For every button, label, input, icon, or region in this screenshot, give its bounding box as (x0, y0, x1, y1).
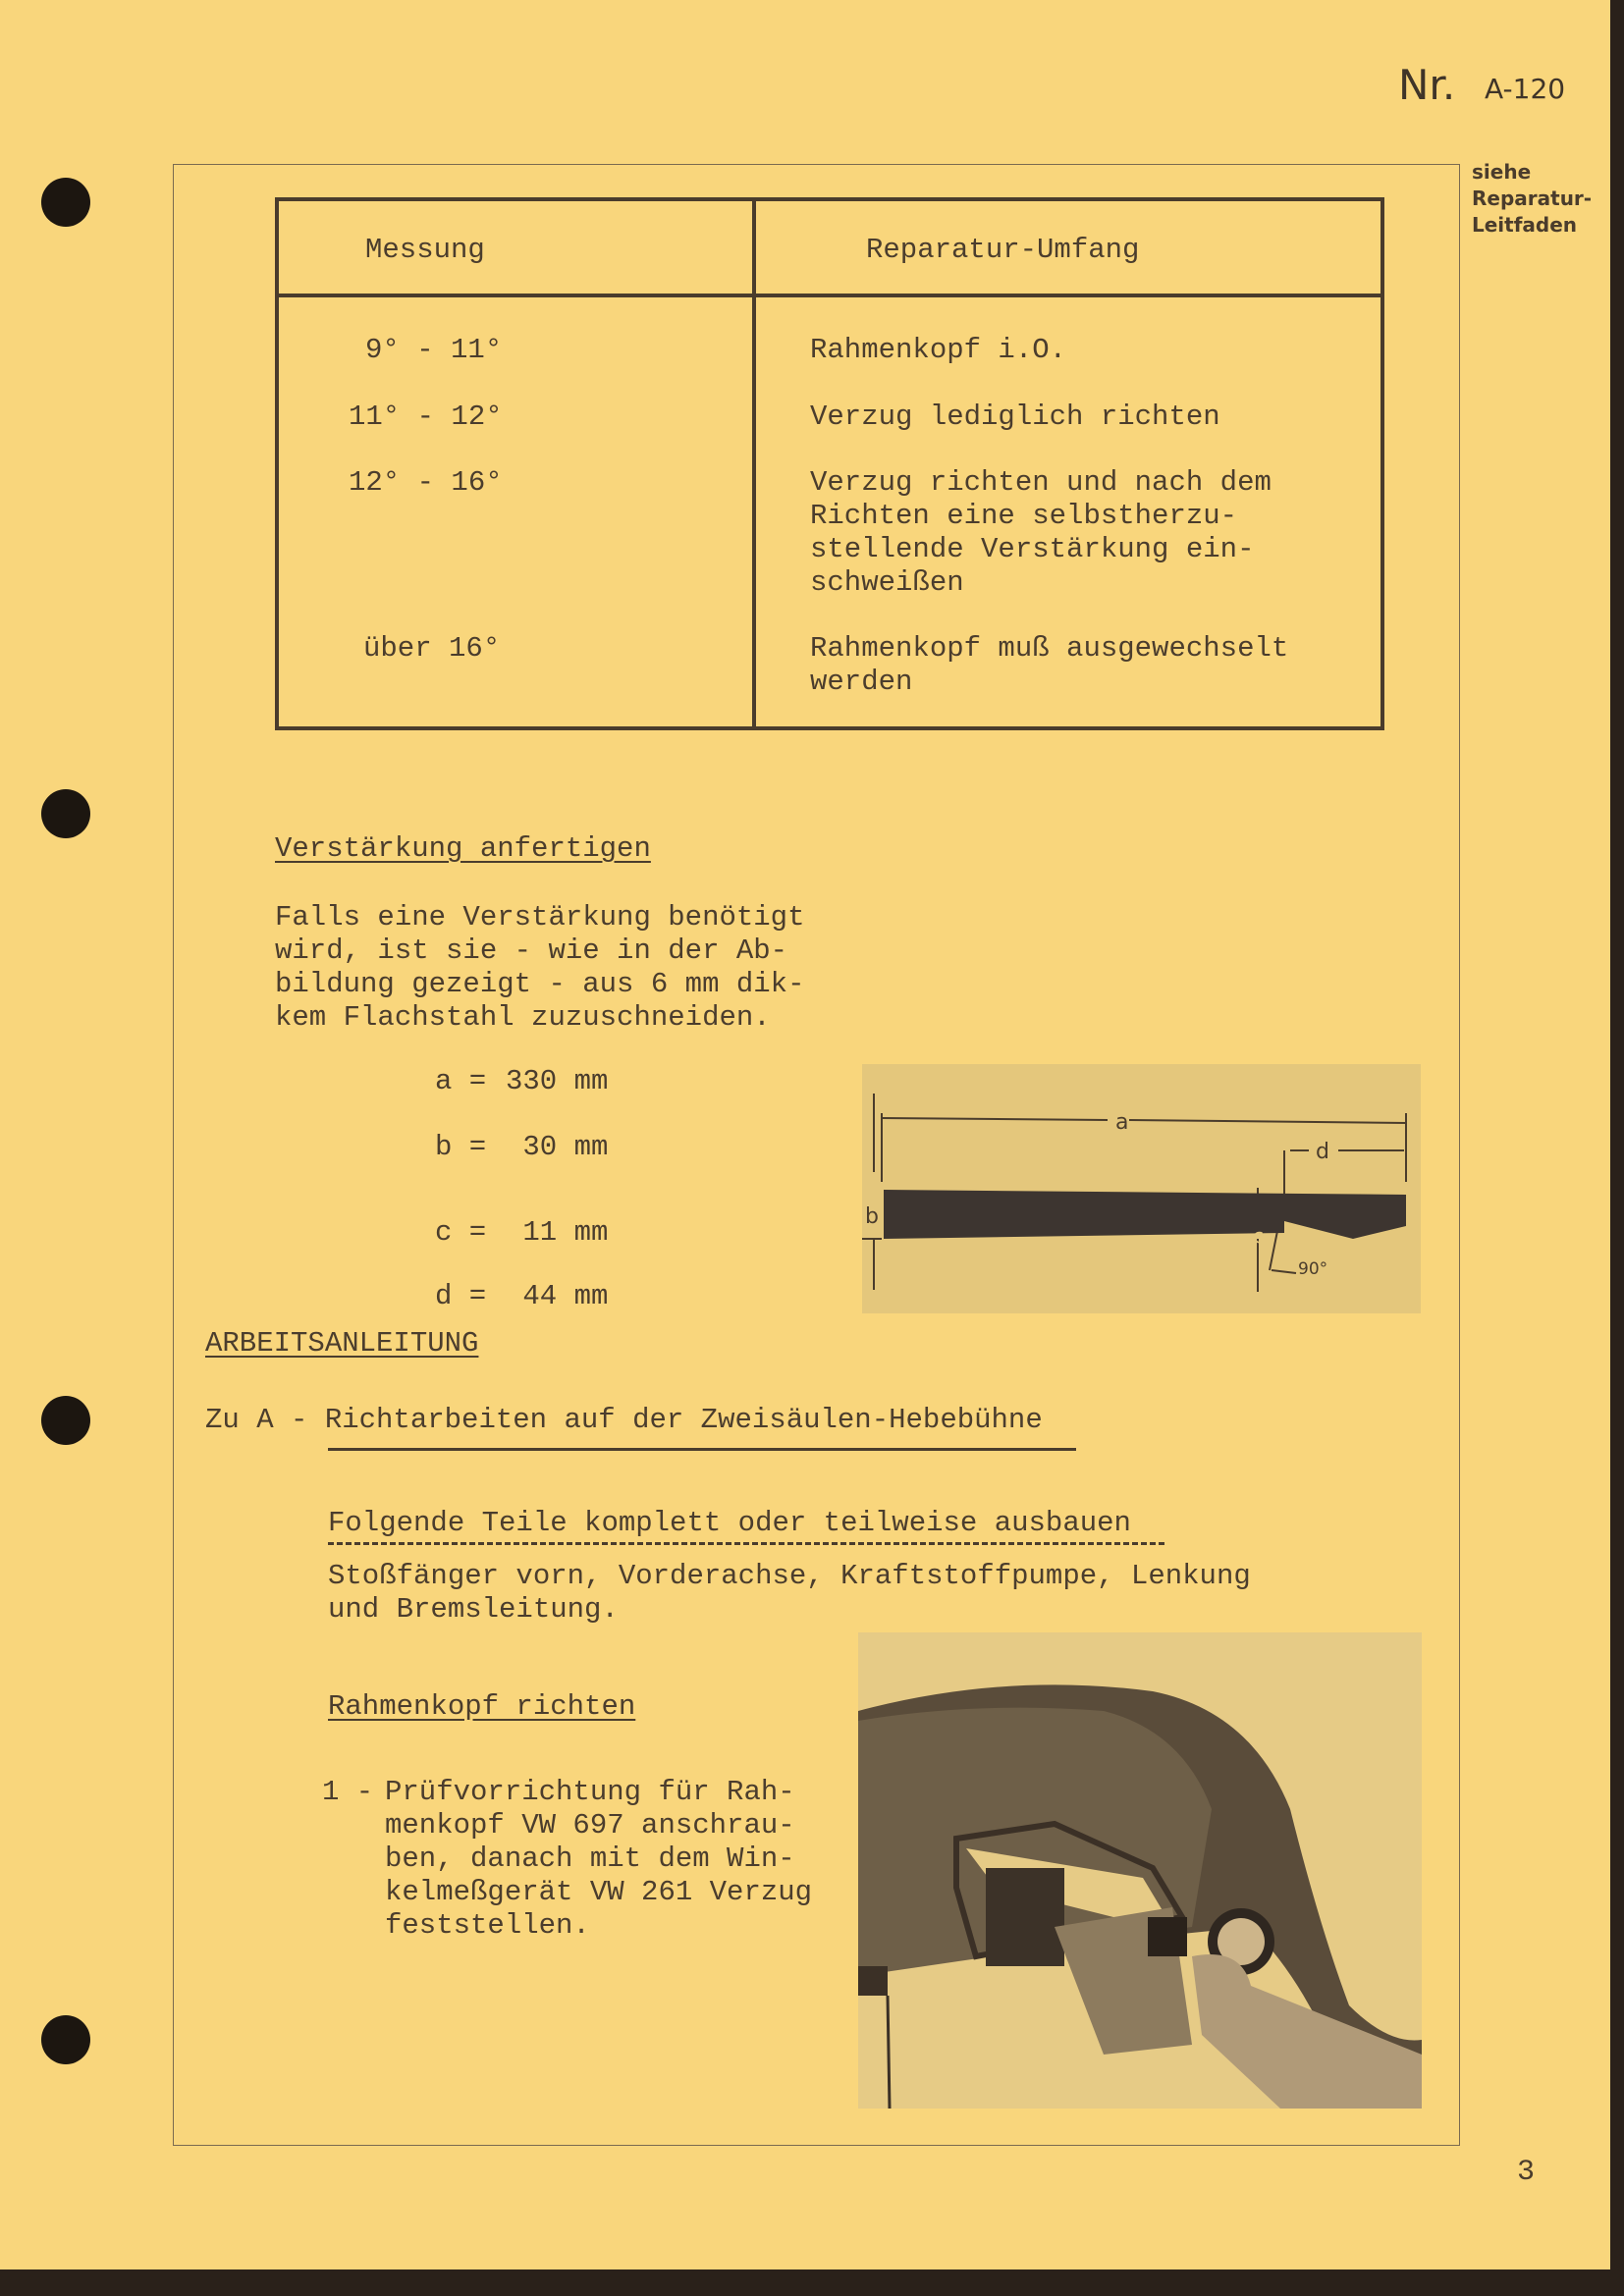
scan-edge-right (1610, 0, 1624, 2296)
straighten-heading: Rahmenkopf richten (328, 1690, 636, 1723)
remove-text (328, 1560, 1251, 1627)
page-number: 3 (1517, 2156, 1536, 2189)
repair-line: stellende Verstärkung ein- (810, 533, 1255, 565)
table-header-measure: Messung (365, 234, 485, 266)
step-line: kelmeßgerät VW 261 Verzug (385, 1876, 813, 1908)
diagram-label-d: d (1316, 1140, 1329, 1164)
paragraph-line: kem Flachstahl zuzuschneiden. (275, 1001, 771, 1034)
repair-line: Rahmenkopf i.O. (810, 334, 1067, 366)
diagram-label-c: c (1253, 1224, 1264, 1248)
paragraph-line: wird, ist sie - wie in der Ab- (275, 934, 788, 967)
side-note-line: Leitfaden (1472, 213, 1578, 237)
reinforcement-paragraph (275, 901, 805, 1035)
dimension-label: d = (435, 1280, 487, 1312)
repair-line: werden (810, 666, 913, 698)
step-line: menkopf VW 697 anschrau- (385, 1809, 795, 1842)
repair-line: Verzug richten und nach dem (810, 466, 1272, 499)
side-note (1472, 159, 1592, 239)
dimension-value: 330 mm (506, 1065, 609, 1097)
dimension-label: c = (435, 1216, 487, 1249)
table-cell-repair (810, 400, 1220, 434)
section-title: Zu A - Richtarbeiten auf der Zweisäulen-Hebebühne (205, 1404, 1043, 1436)
scan-edge-bottom (0, 2269, 1624, 2296)
table-cell-measure: 9° - 11° (365, 334, 503, 366)
table-cell-repair (810, 334, 1066, 367)
doc-number-label: Nr. (1398, 61, 1456, 109)
repair-line: Verzug lediglich richten (810, 400, 1220, 433)
reinforcement-diagram (862, 1064, 1421, 1313)
table-cell-repair (810, 632, 1288, 699)
step-line: ben, danach mit dem Win- (385, 1842, 795, 1875)
diagram-label-b: b (865, 1204, 879, 1229)
dimension-value: 11 mm (506, 1216, 609, 1249)
remove-text-line: und Bremsleitung. (328, 1593, 619, 1626)
paragraph-line: Falls eine Verstärkung benötigt (275, 901, 805, 934)
diagram-label-angle: 90° (1298, 1259, 1328, 1279)
remove-heading: Folgende Teile komplett oder teilweise ausbauen (328, 1507, 1131, 1539)
repair-line: Richten eine selbstherzu- (810, 500, 1238, 532)
side-note-line: siehe (1472, 160, 1532, 184)
punch-hole (41, 789, 90, 838)
table-column-divider (752, 197, 756, 730)
table-cell-measure: 12° - 16° (349, 466, 503, 499)
repair-line: schweißen (810, 566, 964, 599)
punch-hole (41, 1396, 90, 1445)
step-text (385, 1776, 812, 1943)
step-line: feststellen. (385, 1909, 590, 1942)
frame-head-photo (858, 1632, 1422, 2109)
table-cell-repair (810, 466, 1272, 600)
reinforcement-heading: Verstärkung anfertigen (275, 832, 651, 865)
punch-hole (41, 2015, 90, 2064)
dimension-label: b = (435, 1131, 487, 1163)
dimension-value: 30 mm (506, 1131, 609, 1163)
step-number: 1 - (322, 1776, 374, 1808)
dimension-label: a = (435, 1065, 487, 1097)
punch-hole (41, 178, 90, 227)
diagram-label-a: a (1115, 1110, 1129, 1135)
doc-number-value: A-120 (1485, 73, 1566, 105)
table-cell-measure: über 16° (363, 632, 501, 665)
paragraph-line: bildung gezeigt - aus 6 mm dik- (275, 968, 805, 1000)
step-line: Prüfvorrichtung für Rah- (385, 1776, 795, 1808)
table-header-divider (275, 294, 1384, 297)
repair-line: Rahmenkopf muß ausgewechselt (810, 632, 1289, 665)
side-note-line: Reparatur- (1472, 187, 1593, 210)
dimension-value: 44 mm (506, 1280, 609, 1312)
remove-text-line: Stoßfänger vorn, Vorderachse, Kraftstoffpumpe, Lenkung (328, 1560, 1251, 1592)
table-cell-measure: 11° - 12° (349, 400, 503, 433)
table-header-repair: Reparatur-Umfang (866, 234, 1140, 266)
remove-heading-underline (328, 1542, 1164, 1545)
instructions-heading: ARBEITSANLEITUNG (205, 1327, 479, 1360)
section-underline (328, 1448, 1076, 1451)
